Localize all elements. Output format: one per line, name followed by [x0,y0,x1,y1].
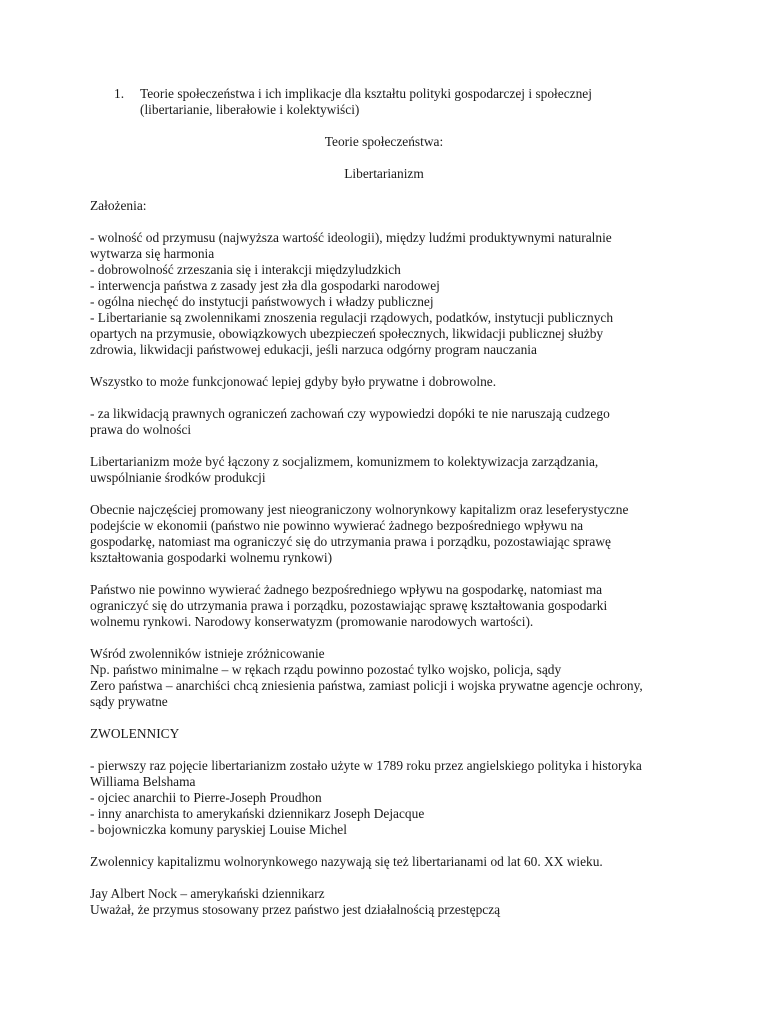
text-line: - ogólna niechęć do instytucji państwowych i władzy publicznej [90,294,434,309]
text-line: Zero państwa – anarchiści chcą zniesienia państwa, zamiast policji i wojska prywatne agencje ochrony, [90,678,643,693]
paragraph-wszystko [90,374,690,390]
text-line: Państwo nie powinno wywierać żadnego bezpośredniego wpływu na gospodarkę, natomiast ma [90,582,603,597]
text-line: Obecnie najczęściej promowany jest nieograniczony wolnorynkowy kapitalizm oraz leseferystyczne [90,502,629,517]
heading-text [140,86,680,118]
text-line: Williama Belshama [90,774,196,789]
text-line: - interwencja państwa z zasady jest zła dla gospodarki narodowej [90,278,440,293]
subtitle: Teorie społeczeństwa: [324,134,444,149]
zalozenia-label: Założenia: [90,198,147,213]
text-line: Np. państwo minimalne – w rękach rządu powinno pozostać tylko wojsko, policja, sądy [90,662,562,677]
zwolennicy-list [90,758,690,838]
paragraph-nock [90,886,690,918]
text-line: ograniczyć się do utrzymania prawa i porządku, pozostawiając sprawę kształtowania gospodarki [90,598,608,613]
paragraph-kapitalizm [90,854,690,870]
paragraph-likwidacja [90,406,690,438]
zwolennicy-label: ZWOLENNICY [90,726,180,741]
paragraph-wsrod [90,646,690,710]
text-line: - wolność od przymusu (najwyższa wartość ideologii), między ludźmi produktywnymi naturalnie [90,230,612,245]
text-line: - pierwszy raz pojęcie libertarianizm zostało użyte w 1789 roku przez angielskiego polityka i historyka [90,758,642,773]
text-line: - inny anarchista to amerykański dziennikarz Joseph Dejacque [90,806,425,821]
text-line: Zwolennicy kapitalizmu wolnorynkowego nazywają się też libertarianami od lat 60. XX wieku. [90,854,603,869]
paragraph-socjalizm [90,454,690,486]
text-line: prawa do wolności [90,422,192,437]
text-line: Jay Albert Nock – amerykański dziennikarz [90,886,325,901]
heading-line: Teorie społeczeństwa i ich implikacje dla kształtu polityki gospodarczej i społecznej [140,86,592,101]
paragraph-obecnie [90,502,690,566]
heading-line: (libertarianie, liberałowie i kolektywiści) [140,102,360,117]
text-line: Wśród zwolenników istnieje zróżnicowanie [90,646,325,661]
text-line: Wszystko to może funkcjonować lepiej gdyby było prywatne i dobrowolne. [90,374,497,389]
text-line: kształtowania gospodarki wolnemu rynkowi) [90,550,333,565]
text-line: wolnemu rynkowi. Narodowy konserwatyzm (promowanie narodowych wartości). [90,614,534,629]
text-line: Libertarianizm może być łączony z socjalizmem, komunizmem to kolektywizacja zarządzania, [90,454,599,469]
heading-number: 1. [114,86,125,101]
text-line: - bojowniczka komuny paryskiej Louise Michel [90,822,347,837]
text-line: podejście w ekonomii (państwo nie powinno wywierać żadnego bezpośredniego wpływu na [90,518,584,533]
text-line: sądy prywatne [90,694,168,709]
text-line: opartych na przymusie, obowiązkowych ubezpieczeń społecznych, likwidacji publicznej służby [90,326,604,341]
section-title: Libertarianizm [344,166,424,181]
text-line: zdrowia, likwidacji państwowej edukacji, jeśli narzuca odgórny program nauczania [90,342,537,357]
text-line: - ojciec anarchii to Pierre-Joseph Proudhon [90,790,322,805]
text-line: - dobrowolność zrzeszania się i interakcji międzyludzkich [90,262,401,277]
text-line: - Libertarianie są zwolennikami znoszenia regulacji rządowych, podatków, instytucji publicznych [90,310,614,325]
paragraph-panstwo [90,582,690,630]
text-line: wytwarza się harmonia [90,246,215,261]
text-line: uwspólnianie środków produkcji [90,470,266,485]
text-line: Uważał, że przymus stosowany przez państwo jest działalnością przestępczą [90,902,501,917]
text-line: gospodarkę, natomiast ma ograniczyć się do utrzymania prawa i porządku, pozostawiając sprawę [90,534,611,549]
zalozenia-list [90,230,690,358]
text-line: - za likwidacją prawnych ograniczeń zachowań czy wypowiedzi dopóki te nie naruszają cudzego [90,406,610,421]
